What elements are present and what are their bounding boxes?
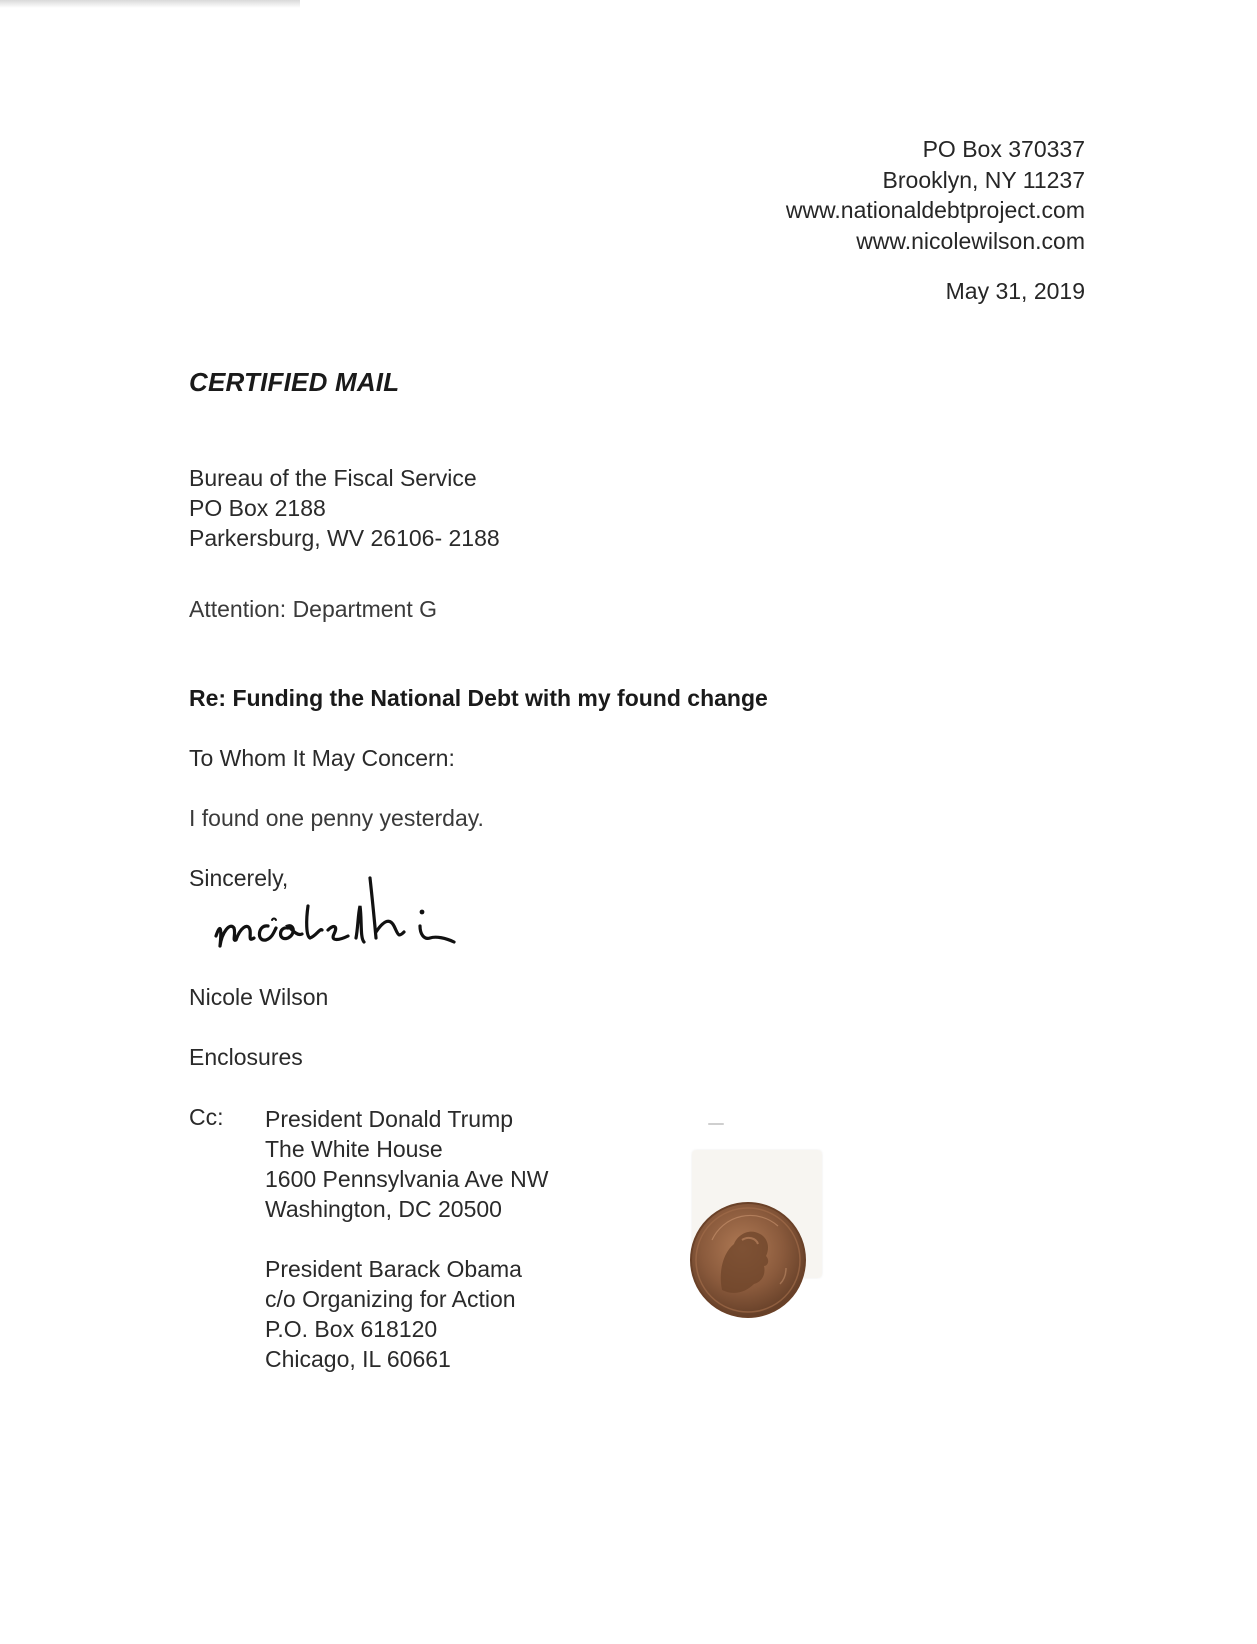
sender-address-block <box>786 134 1085 256</box>
recipient-po-box: PO Box 2188 <box>189 495 326 521</box>
attention-line: Attention: Department G <box>189 596 438 622</box>
cc-recipient-1-line3: Washington, DC 20500 <box>265 1196 502 1222</box>
cc-recipient-1-line1: The White House <box>265 1136 443 1162</box>
cc-recipient-1-line2: 1600 Pennsylvania Ave NW <box>265 1166 549 1192</box>
recipient-address-block <box>189 463 500 553</box>
salutation: To Whom It May Concern: <box>189 745 455 771</box>
cc-label: Cc: <box>189 1104 224 1130</box>
letter-body: I found one penny yesterday. <box>189 805 484 831</box>
closing: Sincerely, <box>189 865 289 891</box>
penny-coin-icon <box>688 1200 808 1320</box>
cc-recipient-2-line3: Chicago, IL 60661 <box>265 1346 451 1372</box>
recipient-city: Parkersburg, WV 26106- 2188 <box>189 525 500 551</box>
tape-scrap <box>708 1123 724 1125</box>
subject-line: Re: Funding the National Debt with my found change <box>189 685 768 711</box>
cc-recipient-2-line1: c/o Organizing for Action <box>265 1286 516 1312</box>
handwritten-signature <box>210 876 490 976</box>
cc-recipient-1 <box>265 1104 548 1224</box>
certified-mail-heading: CERTIFIED MAIL <box>189 367 400 397</box>
sender-city: Brooklyn, NY 11237 <box>882 166 1085 193</box>
enclosures-label: Enclosures <box>189 1044 303 1070</box>
cc-recipient-2-name: President Barack Obama <box>265 1256 522 1282</box>
cc-recipient-2 <box>265 1254 522 1374</box>
sender-website-1: www.nationaldebtproject.com <box>785 197 1085 223</box>
letter-date: May 31, 2019 <box>945 278 1085 304</box>
signer-name: Nicole Wilson <box>189 984 329 1010</box>
cc-recipient-2-line2: P.O. Box 618120 <box>265 1316 438 1342</box>
recipient-name: Bureau of the Fiscal Service <box>189 465 477 491</box>
cc-recipient-1-name: President Donald Trump <box>265 1106 514 1132</box>
sender-po-box: PO Box 370337 <box>922 136 1085 162</box>
sender-website-2: www.nicolewilson.com <box>856 227 1085 254</box>
scan-edge-shadow <box>0 0 300 8</box>
